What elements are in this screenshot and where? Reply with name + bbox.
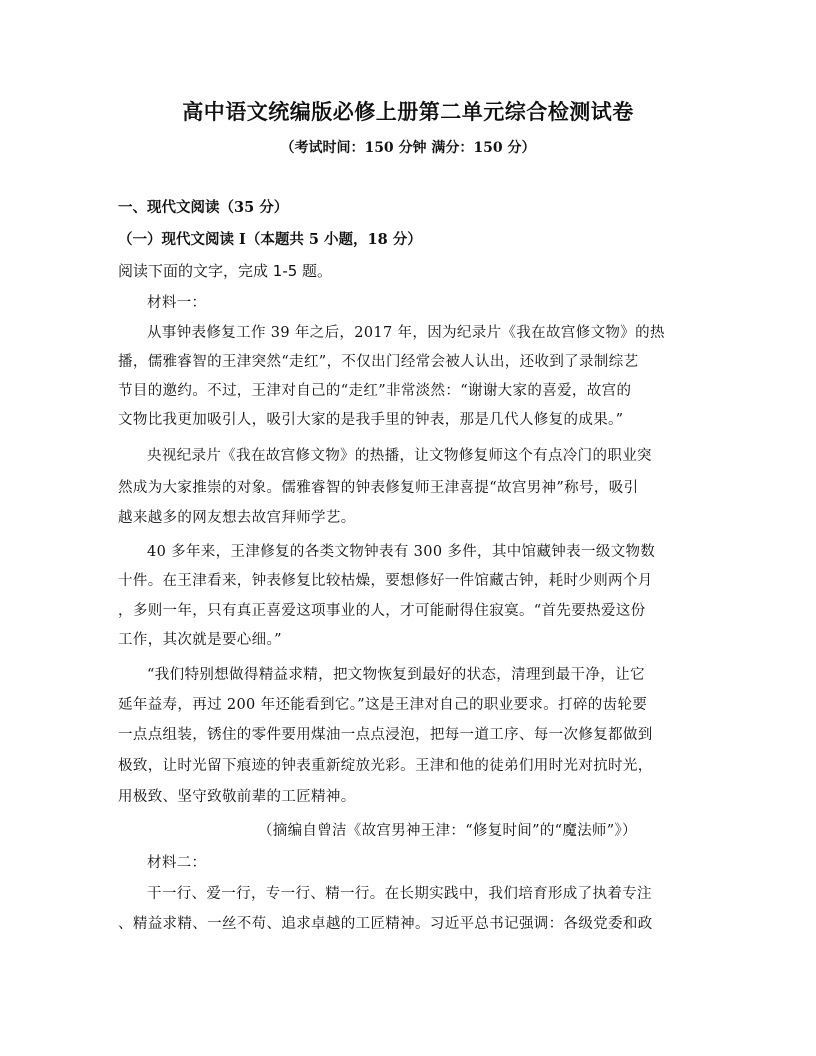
reading-instruction: 阅读下面的文字，完成 1-5 题。	[118, 262, 333, 280]
material2-line: 、精益求精、一丝不苟、追求卓越的工匠精神。习近平总书记强调：各级党委和政	[118, 916, 653, 932]
material1-line: ，多则一年，只有真正喜爱这项事业的人，才可能耐得住寂寞。“首先要热爱这份	[118, 603, 646, 619]
material1-label: 材料一：	[147, 295, 207, 311]
material1-line: 40 多年来，王津修复的各类文物钟表有 300 多件，其中馆藏钟表一级文物数	[147, 544, 656, 560]
material1-line: “我们特别想做得精益求精，把文物恢复到最好的状态，清理到最干净，让它	[147, 667, 645, 683]
material2-line: 干一行、爱一行，专一行、精一行。在长期实践中，我们培育形成了执着专注	[147, 886, 652, 902]
material1-line: 文物比我更加吸引人，吸引大家的是我手里的钟表，那是几代人修复的成果。”	[118, 412, 624, 428]
material2-label: 材料二：	[147, 855, 207, 871]
material1-line: 然成为大家推崇的对象。儒雅睿智的钟表修复师王津喜提“故宫男神”称号，吸引	[118, 480, 639, 496]
material1-source: （摘编自曾洁《故宫男神王津：“修复时间”的“魔法师”》）	[258, 823, 637, 839]
material1-line: 从事钟表修复工作 39 年之后，2017 年，因为纪录片《我在故宫修文物》的热	[147, 325, 665, 341]
material1-line: 播，儒雅睿智的王津突然“走红”，不仅出门经常会被人认出，还收到了录制综艺	[118, 354, 639, 370]
material1-line: 央视纪录片《我在故宫修文物》的热播，让文物修复师这个有点冷门的职业突	[147, 448, 652, 464]
material1-line: 越来越多的网友想去故宫拜师学艺。	[118, 510, 356, 526]
page-title: 高中语文统编版必修上册第二单元综合检测试卷	[182, 99, 634, 124]
material1-line: 用极致、坚守致敬前辈的工匠精神。	[118, 789, 356, 805]
material1-line: 工作，其次就是要心细。”	[118, 632, 282, 648]
material1-line: 延年益寿，再过 200 年还能看到它。”这是王津对自己的职业要求。打碎的齿轮要	[118, 697, 648, 713]
subsection-heading: （一）现代文阅读 I（本题共 5 小题，18 分）	[118, 231, 422, 248]
material1-line: 极致，让时光留下痕迹的钟表重新绽放光彩。王津和他的徒弟们用时光对抗时光，	[118, 758, 653, 774]
material1-line: 一点点组装，锈住的零件要用煤油一点点浸泡，把每一道工序、每一次修复都做到	[118, 727, 653, 743]
exam-info: （考试时间：150 分钟 满分：150 分）	[280, 140, 536, 156]
section-heading: 一、现代文阅读（35 分）	[118, 199, 289, 216]
material1-line: 节目的邀约。不过，王津对自己的“走红”非常淡然：“谢谢大家的喜爱，故宫的	[118, 383, 632, 399]
material1-line: 十件。在王津看来，钟表修复比较枯燥，要想修好一件馆藏古钟，耗时少则两个月	[118, 573, 653, 589]
